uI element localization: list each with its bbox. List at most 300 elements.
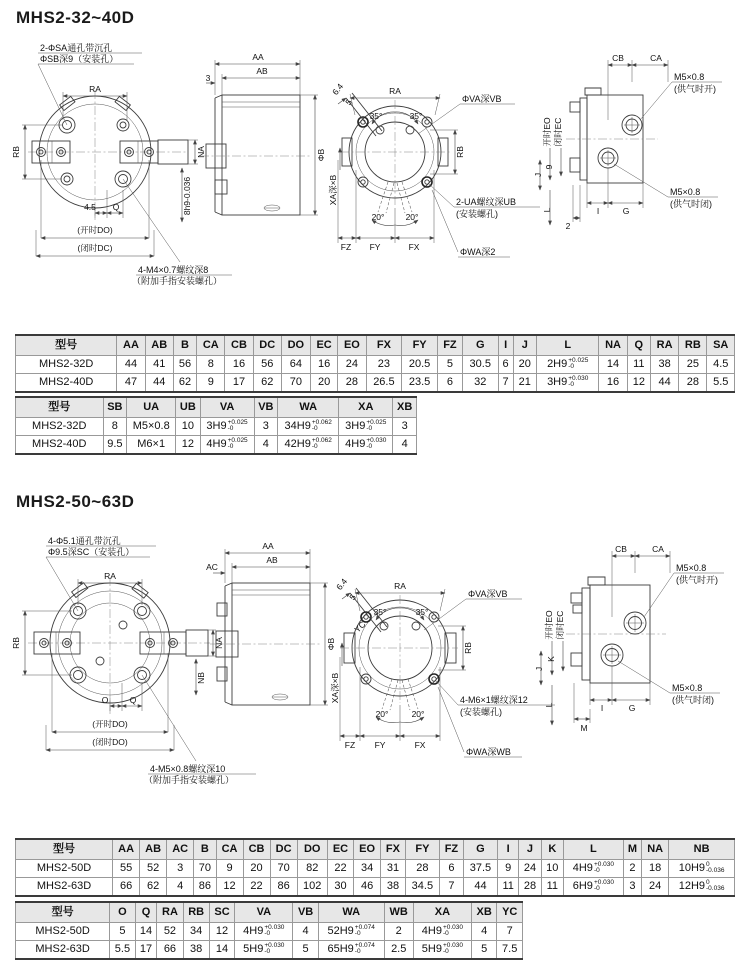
value-cell: 56 [253,356,281,374]
column-header: NA [599,335,627,356]
note-label: ΦVA深VB [468,589,508,599]
column-header: K [541,839,563,860]
value-cell: 9 [216,860,243,878]
value-cell: 62 [253,374,281,393]
value-cell: 4 [293,923,318,941]
column-header: Q [135,902,157,923]
value-cell: 42H9 +0.062 -0 [278,436,339,455]
value-cell: 20.5 [402,356,438,374]
dim-label: G [622,206,630,216]
dim-label: 开时EO [544,610,554,640]
angle-label: 20° [411,709,425,719]
note-label: 4-M5×0.8螺纹深10 [150,764,226,774]
dim-label: (闭时DC) [77,243,113,253]
value-cell: 3H9 +0.025 -0 [339,418,393,436]
column-header: NB [669,839,735,860]
value-cell: 12H9 0 -0.036 [669,878,735,897]
value-cell: 6 [498,356,513,374]
value-cell: 55 [113,860,140,878]
value-cell: 86 [270,878,297,897]
column-header: SC [209,902,234,923]
dim-label: FY [369,242,381,252]
value-cell: 5 [471,941,496,960]
model-cell: MHS2-63D [16,941,110,960]
value-cell: 8 [197,356,225,374]
value-cell: 3 [254,418,278,436]
model-cell: MHS2-32D [16,418,104,436]
column-header: O [110,902,135,923]
dim-label: ΦB [326,637,336,651]
value-cell: 5 [110,923,135,941]
value-cell: 70 [281,374,310,393]
dimension-table-3 [15,838,735,897]
note-label: 2-ΦSA通孔带沉孔 [40,43,113,53]
value-cell: 5H9 +0.030 -0 [413,941,471,960]
dim-label: 4.5 [84,202,96,212]
value-cell: 32 [462,374,498,393]
value-cell: 28 [519,878,541,897]
section1-drawings [10,40,750,333]
dim-label: O [101,695,109,705]
note-label: ΦSB深9（安装孔） [40,54,119,64]
table-row [16,418,417,436]
column-header: VB [293,902,318,923]
value-cell: 4H9 +0.030 -0 [235,923,293,941]
front-view-1 [11,42,232,286]
dim-label: XA深×B [330,672,340,704]
value-cell: 21 [513,374,536,393]
note-label: （附加手指安装螺孔） [132,276,223,286]
value-cell: 16 [599,374,627,393]
dim-label: CB [612,53,624,63]
value-cell: M6×1 [127,436,176,455]
dim-label: FZ [340,242,352,252]
dimension-table-2 [15,396,417,455]
value-cell: 65H9 +0.074 -0 [318,941,384,960]
dim-label: FX [408,242,420,252]
dim-label: FY [374,740,386,750]
note-label: (供气时闭) [670,199,712,209]
angle-label: 35° [415,607,429,617]
dim-label: RA [389,86,401,96]
table-row [16,860,735,878]
value-cell: 4 [254,436,278,455]
column-header: RB [183,902,209,923]
value-cell: 3H9 +0.025 -0 [200,418,254,436]
column-header: B [173,335,196,356]
table-row [16,923,523,941]
value-cell: 24 [338,356,366,374]
value-cell: 82 [297,860,327,878]
value-cell: 14 [135,923,157,941]
value-cell: 9 [197,374,225,393]
model-column-header: 型号 [16,397,104,418]
column-header: VA [235,902,293,923]
value-cell: 62 [173,374,196,393]
column-header: RA [157,902,183,923]
value-cell: 4H9 +0.025 -0 [200,436,254,455]
value-cell: 16 [310,356,337,374]
dim-label: RA [394,581,406,591]
value-cell: 12 [176,436,200,455]
value-cell: 23 [366,356,402,374]
side-view-2 [206,541,336,705]
dim-label: CB [615,544,627,554]
value-cell: 41 [145,356,173,374]
note-label: M5×0.8 [674,72,705,82]
value-cell: 34 [183,923,209,941]
value-cell: 38 [183,941,209,960]
column-header: UB [176,397,200,418]
column-header: WB [384,902,413,923]
column-header: EO [354,839,381,860]
note-label: M5×0.8 [670,187,701,197]
note-label: 2-UA螺纹深UB [456,197,517,207]
dim-label: I [600,703,604,713]
model-column-header: 型号 [16,902,110,923]
dim-label: M [580,723,588,733]
dim-label: 闭时EC [553,117,563,147]
value-cell: 22 [243,878,270,897]
value-cell: 56 [173,356,196,374]
value-cell: 4.5 [707,356,735,374]
column-header: FZ [437,335,462,356]
value-cell: 26.5 [366,374,402,393]
dim-label: Q [112,202,120,212]
value-cell: 3 [623,878,641,897]
dim-label: Q [129,695,137,705]
dim-label: 8h9-0.036 [182,176,192,216]
column-header: I [498,335,513,356]
value-cell: 30 [327,878,353,897]
column-header: WA [318,902,384,923]
dim-label: ΦB [316,148,326,162]
dim-label: I [596,206,600,216]
column-header: AC [167,839,194,860]
dim-label: AC [206,562,218,572]
section2-title: MHS2-50~63D [16,492,135,511]
note-label: Φ9.5深SC（安装孔） [48,547,135,557]
model-column-header: 型号 [16,839,113,860]
column-header: XB [471,902,496,923]
value-cell: 4H9 +0.030 -0 [339,436,393,455]
value-cell: 14 [209,941,234,960]
angle-label: 20° [371,212,385,222]
model-cell: MHS2-32D [16,356,117,374]
value-cell: 30.5 [462,356,498,374]
value-cell: 28 [338,374,366,393]
value-cell: 44 [145,374,173,393]
dim-label: 开时EO [542,117,552,147]
value-cell: 14 [599,356,627,374]
column-header: I [498,839,519,860]
dim-label: AA [252,52,264,62]
value-cell: 28 [679,374,707,393]
note-label: M5×0.8 [676,563,707,573]
column-header: FY [405,839,439,860]
note-label: (供气时开) [676,575,718,585]
column-header: DO [297,839,327,860]
angle-label: 35° [409,111,423,121]
value-cell: 8 [103,418,127,436]
value-cell: 38 [650,356,678,374]
note-label: 4-M4×0.7螺纹深8 [138,265,209,275]
model-cell: MHS2-50D [16,923,110,941]
value-cell: 64 [281,356,310,374]
dim-label: CA [652,544,664,554]
table-row [16,941,523,960]
column-header: CB [225,335,253,356]
dim-label: RB [11,146,21,158]
value-cell: 9 [498,860,519,878]
column-header: AA [113,839,140,860]
value-cell: 2H9 +0.025 -0 [536,356,599,374]
column-header: CB [243,839,270,860]
value-cell: 4H9 +0.030 -0 [563,860,623,878]
value-cell: 86 [194,878,216,897]
angle-label: 20° [375,709,389,719]
dim-label: 2 [565,221,571,231]
column-header: M [623,839,641,860]
note-label: ΦWA深WB [466,747,511,757]
note-label: (安装螺孔) [456,209,498,219]
value-cell: 24 [519,860,541,878]
note-label: (供气时开) [674,84,716,94]
value-cell: 20 [513,356,536,374]
column-header: G [462,335,498,356]
value-cell: 47 [117,374,145,393]
value-cell: 34 [354,860,381,878]
value-cell: 18 [642,860,669,878]
table-row [16,436,417,455]
value-cell: 6 [439,860,463,878]
technical-drawing-set-1 [10,40,750,328]
value-cell: 24 [642,878,669,897]
value-cell: M5×0.8 [127,418,176,436]
value-cell: 4 [393,436,417,455]
value-cell: 37.5 [463,860,497,878]
column-header: VA [200,397,254,418]
column-header: XA [413,902,471,923]
dim-label: AA [262,541,274,551]
column-header: DC [270,839,297,860]
value-cell: 44 [463,878,497,897]
column-header: DO [281,335,310,356]
model-cell: MHS2-40D [16,374,117,393]
column-header: FX [381,839,406,860]
column-header: NA [642,839,669,860]
value-cell: 20 [243,860,270,878]
note-label: 4-M6×1螺纹深12 [460,695,528,705]
value-cell: 34H9 +0.062 -0 [278,418,339,436]
value-cell: 3 [393,418,417,436]
value-cell: 12 [209,923,234,941]
value-cell: 7 [497,923,523,941]
note-label: M5×0.8 [672,683,703,693]
column-header: UA [127,397,176,418]
value-cell: 5H9 +0.030 -0 [235,941,293,960]
column-header: L [563,839,623,860]
value-cell: 25 [679,356,707,374]
dim-label: RA [89,84,101,94]
dim-label: 5 [343,97,355,108]
value-cell: 12 [216,878,243,897]
back-view-1 [328,81,540,257]
column-header: CA [197,335,225,356]
model-cell: MHS2-63D [16,878,113,897]
table-row [16,356,735,374]
column-header: XA [339,397,393,418]
value-cell: 7.5 [497,941,523,960]
column-header: EC [310,335,337,356]
front-view-2 [11,535,256,785]
value-cell: 10H9 0 -0.036 [669,860,735,878]
dim-label: K [546,656,556,662]
dim-label: (开时DO) [92,719,128,729]
column-header: RA [650,335,678,356]
angle-label: 20° [405,212,419,222]
column-header: J [513,335,536,356]
value-cell: 11 [541,878,563,897]
value-cell: 5 [293,941,318,960]
model-cell: MHS2-50D [16,860,113,878]
dim-label: (闭时DO) [92,737,128,747]
model-cell: MHS2-40D [16,436,104,455]
value-cell: 17 [135,941,157,960]
technical-drawing-set-2 [10,533,750,833]
value-cell: 44 [117,356,145,374]
value-cell: 52 [140,860,167,878]
dim-label: 6.4 [330,81,346,97]
dimension-table-4 [15,901,523,960]
note-label: （附加手指安装螺孔） [144,775,235,785]
note-label: ΦWA深2 [460,247,496,257]
value-cell: 10 [176,418,200,436]
value-cell: 102 [297,878,327,897]
dim-label: 6.4 [334,576,350,592]
value-cell: 70 [270,860,297,878]
value-cell: 52H9 +0.074 -0 [318,923,384,941]
dim-label: J [534,666,544,672]
value-cell: 4H9 +0.030 -0 [413,923,471,941]
value-cell: 2.5 [384,941,413,960]
section1-title: MHS2-32~40D [16,8,135,27]
dim-label: G [628,703,636,713]
column-header: FZ [439,839,463,860]
value-cell: 3 [167,860,194,878]
value-cell: 11 [627,356,650,374]
table-row [16,374,735,393]
column-header: FY [402,335,438,356]
value-cell: 52 [157,923,183,941]
note-label: 4-Φ5.1通孔带沉孔 [48,536,121,546]
column-header: B [194,839,216,860]
port-view-2 [534,544,724,733]
column-header: SB [103,397,127,418]
dim-label: YC [352,619,368,635]
side-view-1 [200,52,326,215]
dim-label: AB [256,66,268,76]
dim-label: 闭时EC [555,610,565,640]
value-cell: 12 [627,374,650,393]
column-header: G [463,839,497,860]
dim-label: RA [104,571,116,581]
dim-label: XA深×B [328,174,338,206]
value-cell: 66 [157,941,183,960]
value-cell: 3H9 +0.030 -0 [536,374,599,393]
column-header: YC [497,902,523,923]
value-cell: 6H9 +0.030 -0 [563,878,623,897]
dim-label: RB [463,642,473,654]
angle-label: 35° [373,607,387,617]
column-header: FX [366,335,402,356]
dim-label: FX [414,740,426,750]
value-cell: 6 [437,374,462,393]
dim-label: J [533,172,543,178]
value-cell: 4 [471,923,496,941]
dim-label: NB [196,672,206,684]
dim-label: L [544,702,554,708]
value-cell: 22 [327,860,353,878]
column-header: EO [338,335,366,356]
column-header: WA [278,397,339,418]
column-header: Q [627,335,650,356]
value-cell: 4 [167,878,194,897]
value-cell: 38 [381,878,406,897]
column-header: AA [117,335,145,356]
column-header: SA [707,335,735,356]
note-label: ΦVA深VB [462,94,502,104]
port-view-1 [533,53,722,231]
value-cell: 31 [381,860,406,878]
dim-label: RB [11,637,21,649]
column-header: XB [393,397,417,418]
angle-label: 35° [369,111,383,121]
value-cell: 44 [650,374,678,393]
dim-label: 5 [347,592,359,603]
column-header: J [519,839,541,860]
value-cell: 17 [225,374,253,393]
value-cell: 9.5 [103,436,127,455]
column-header: EC [327,839,353,860]
value-cell: 28 [405,860,439,878]
dim-label: NA [196,146,206,158]
column-header: L [536,335,599,356]
value-cell: 2 [384,923,413,941]
column-header: CA [216,839,243,860]
value-cell: 5.5 [707,374,735,393]
note-label: (供气时闭) [672,695,714,705]
column-header: AB [140,839,167,860]
column-header: RB [679,335,707,356]
value-cell: 70 [194,860,216,878]
value-cell: 34.5 [405,878,439,897]
value-cell: 23.5 [402,374,438,393]
dim-label: 3 [205,73,211,83]
value-cell: 20 [310,374,337,393]
value-cell: 7 [439,878,463,897]
dim-label: AB [266,555,278,565]
value-cell: 62 [140,878,167,897]
table-row [16,878,735,897]
column-header: DC [253,335,281,356]
section2-drawings [10,533,750,838]
dim-label: RB [455,146,465,158]
value-cell: 2 [623,860,641,878]
dim-label: CA [650,53,662,63]
dim-label: NA [214,637,224,649]
note-label: (安装螺孔) [460,707,502,717]
